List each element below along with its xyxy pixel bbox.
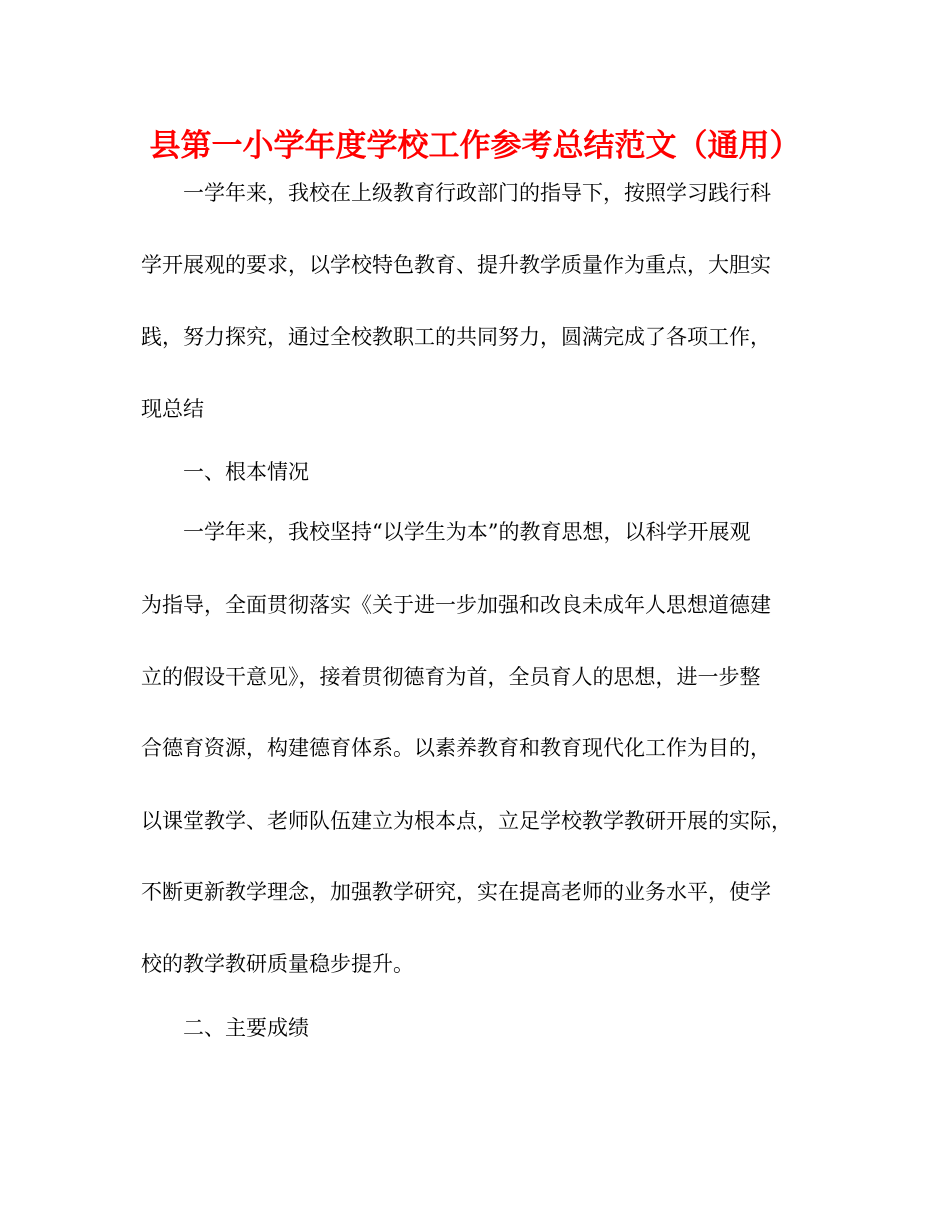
paragraph-1-line-4: 现总结 xyxy=(141,397,204,421)
paragraph-1-line-2: 学开展观的要求，以学校特色教育、提升教学质量作为重点，大胆实 xyxy=(141,253,771,277)
document-title: 县第一小学年度学校工作参考总结范文（通用） xyxy=(149,128,801,164)
paragraph-2-line-4: 合德育资源，构建德育体系。以素养教育和教育现代化工作为目的， xyxy=(141,736,771,760)
paragraph-2-line-7: 校的教学教研质量稳步提升。 xyxy=(141,952,414,976)
section-heading-main-achievements: 二、主要成绩 xyxy=(183,1016,309,1040)
paragraph-1-line-1: 一学年来，我校在上级教育行政部门的指导下，按照学习践行科 xyxy=(183,181,771,205)
paragraph-2-line-3: 立的假设干意见》，接着贯彻德育为首，全员育人的思想，进一步整 xyxy=(141,665,761,689)
section-heading-basic-situation: 一、根本情况 xyxy=(183,460,309,484)
paragraph-1-line-3: 践，努力探究，通过全校教职工的共同努力，圆满完成了各项工作， xyxy=(141,325,771,349)
paragraph-2-line-6: 不断更新教学理念，加强教学研究，实在提高老师的业务水平，使学 xyxy=(141,880,771,904)
paragraph-2-line-1: 一学年来，我校坚持“以学生为本”的教育思想，以科学开展观 xyxy=(183,520,751,544)
paragraph-2-line-2: 为指导，全面贯彻落实《关于进一步加强和改良未成年人思想道德建 xyxy=(141,593,771,617)
paragraph-2-line-5: 以课堂教学、老师队伍建立为根本点，立足学校教学教研开展的实际， xyxy=(141,809,792,833)
